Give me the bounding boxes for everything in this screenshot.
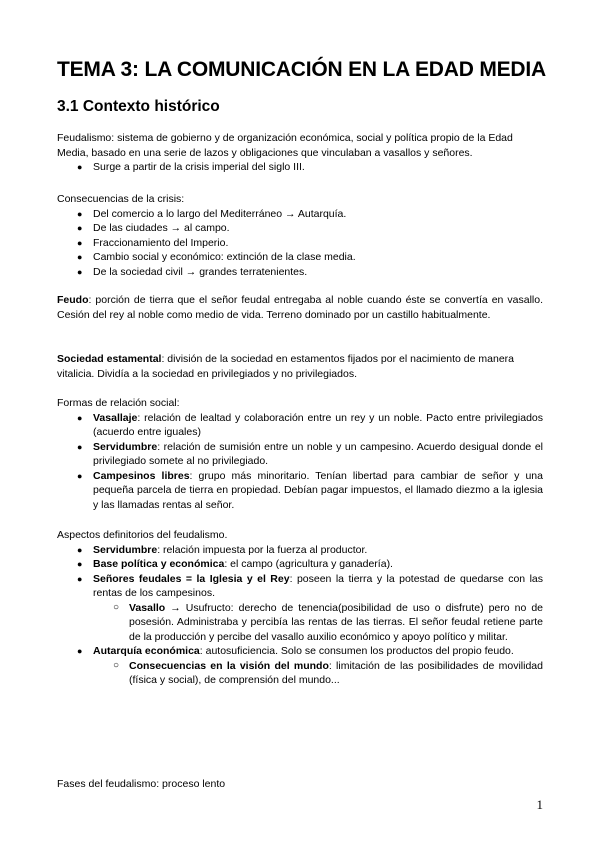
feudo-block (57, 293, 543, 322)
feudalismo-definition: Feudalismo: sistema de gobierno y de organización económica, social y política propio de la Edad Media, basado en una serie de lazos y obligaciones que vinculaban a vasallos y señores. (57, 132, 513, 159)
page-number: 1 (536, 797, 543, 812)
bullet-icon: ● (77, 559, 83, 569)
feudo-term: Feudo (57, 294, 89, 306)
bullet-icon: ● (77, 162, 83, 172)
bullet-icon: ● (77, 544, 83, 555)
list-item: ● De la sociedad civil → grandes terratenientes. (77, 265, 308, 278)
page-title: TEMA 3: LA COMUNICACIÓN EN LA EDAD MEDIA (57, 58, 546, 81)
sociedad-block (57, 352, 543, 381)
feudo-definition: : porción de tierra que el señor feudal entregaba al noble cuando éste se convertía en vasallo. Cesión del rey al noble como medio de vida. Terreno dominado por un castillo habitualmente. (57, 294, 543, 321)
fases-block (57, 777, 543, 792)
bullet-icon: ● (77, 573, 83, 584)
bullet-icon: ● (77, 237, 83, 248)
sociedad-term: Sociedad estamental (57, 353, 162, 365)
list-item: ● Autarquía económica: autosuficiencia. Solo se consumen los productos del propio feudo. ○ Consecuencias en la visión del mundo: limitación de las posibilidades de movilidad (física y social), de comprensión del mundo... (57, 644, 543, 688)
feudalismo-block (57, 131, 543, 175)
circle-bullet-icon: ○ (113, 601, 120, 613)
circle-bullet-icon: ○ (113, 659, 120, 671)
formas-block (57, 396, 543, 512)
bullet-icon: ● (77, 470, 83, 481)
sub-list-item: ○ Vasallo → Usufructo: derecho de tenencia(posibilidad de uso o disfrute) pero no de posesión. Administraba y percibía las rentas de las tierras. El señor feudal retiene parte de la producción y percibe del vasallo auxilio económico y apoyo político y militar. (113, 601, 543, 643)
list-item: ● Fraccionamiento del Imperio. (77, 236, 229, 249)
bullet-icon: ● (77, 223, 83, 233)
list-item: ● Cambio social y económico: extinción de la clase media. (77, 251, 356, 263)
list-item: ● De las ciudades → al campo. (77, 222, 230, 234)
list-item: ● Señores feudales = la Iglesia y el Rey: poseen la tierra y la potestad de quedarse con las rentas de los campesinos. ○ Vasallo → Usufructo: derecho de tenencia(posibilidad de uso o disfrute) pero no de posesión. Administraba y percibía las rentas de las tierras. El señor feudal retiene parte de la producción y percibe del vasallo auxilio económico y apoyo político y militar. (57, 572, 543, 645)
bullet-icon: ● (77, 266, 83, 277)
list-item: ● Servidumbre: relación de sumisión entre un noble y un campesino. Acuerdo desigual donde el privilegiado somete al no privilegiado. (77, 440, 543, 467)
bullet-icon: ● (77, 208, 83, 219)
aspectos-intro: Aspectos definitorios del feudalismo. (57, 529, 228, 541)
list-item: ● Vasallaje: relación de lealtad y colaboración entre un rey y un noble. Pacto entre privilegiados (acuerdo entre iguales) (77, 411, 543, 438)
bullet-icon: ● (77, 441, 83, 452)
list-item: ● Campesinos libres: grupo más minoritario. Tenían libertad para cambiar de señor y una pequeña parcela de tierra en propiedad. Debían pagar impuestos, el llamado diezmo a la iglesia y las llamadas rentas al señor. (77, 469, 543, 511)
aspectos-block (57, 528, 543, 688)
list-item: ● Surge a partir de la crisis imperial del siglo III. (77, 161, 305, 173)
section-heading: 3.1 Contexto histórico (57, 98, 220, 115)
consecuencias-intro: Consecuencias de la crisis: (57, 193, 185, 205)
bullet-icon: ● (77, 412, 83, 423)
list-item: ● Base política y económica: el campo (agricultura y ganadería). (77, 558, 393, 570)
sociedad-definition: : división de la sociedad en estamentos fijados por el nacimiento de manera vitalicia. Dividía a la sociedad en privilegiados y no privilegiados. (57, 353, 515, 380)
list-item: ● Servidumbre: relación impuesta por la fuerza al productor. (77, 543, 368, 556)
sub-list-item: ○ Consecuencias en la visión del mundo: limitación de las posibilidades de movilidad (física y social), de comprensión del mundo... (113, 659, 543, 686)
consecuencias-block (57, 192, 543, 279)
bullet-icon: ● (77, 252, 83, 262)
bullet-icon: ● (77, 646, 83, 656)
formas-intro: Formas de relación social: (57, 397, 180, 409)
fases-text: Fases del feudalismo: proceso lento (57, 778, 226, 790)
list-item: ● Del comercio a lo largo del Mediterráneo → Autarquía. (77, 207, 347, 220)
